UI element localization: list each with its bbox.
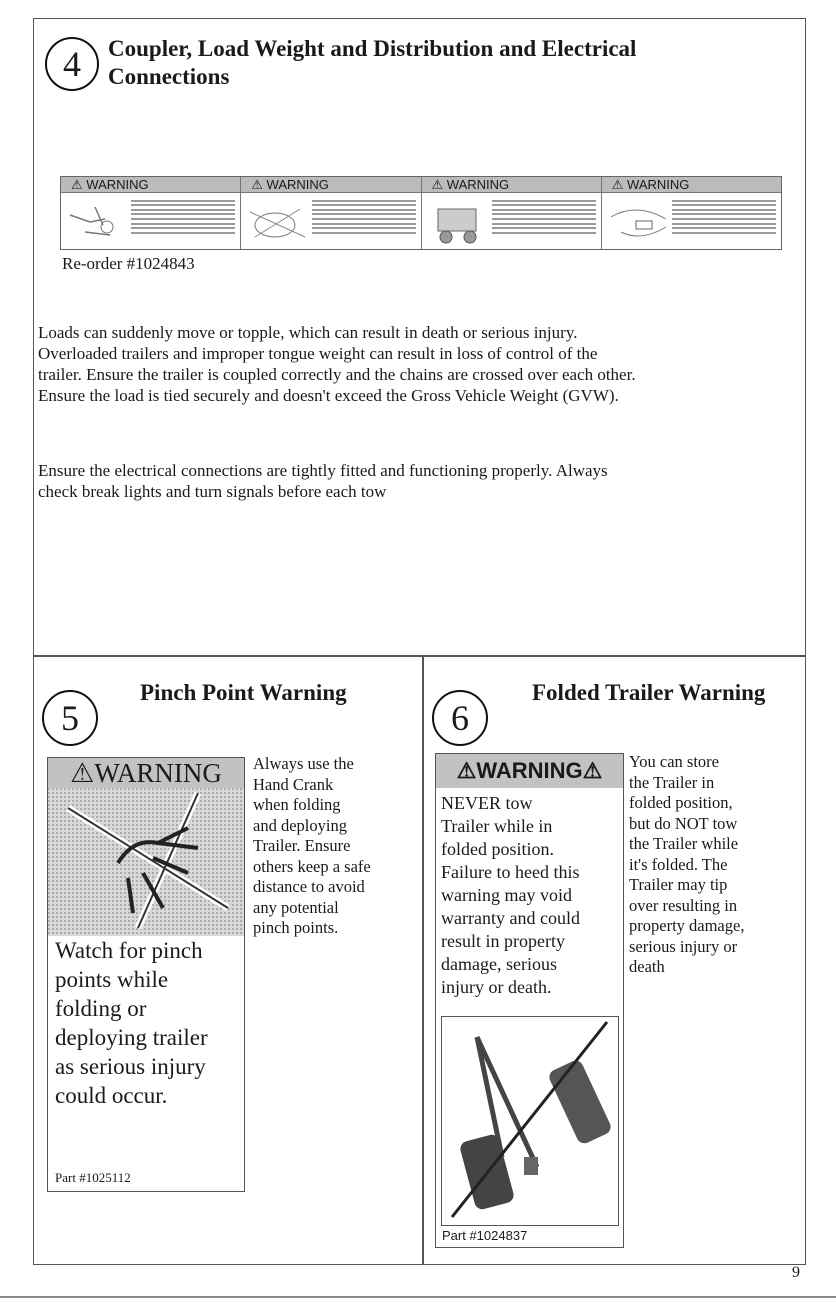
- para-line: Ensure the electrical connections are tightly fitted and functioning properly. Always: [38, 461, 608, 480]
- warning-decal-header: ⚠ WARNING: [61, 177, 240, 193]
- section-4-title-line-2: Connections: [108, 64, 230, 89]
- warning-decal-strip: [60, 176, 782, 250]
- warning-decal-header: ⚠ WARNING: [241, 177, 420, 193]
- section-4-title: [108, 35, 636, 91]
- pinch-decal-text: Watch for pinch points while folding or deploying trailer as serious injury could occur.: [55, 938, 208, 1108]
- para-line: check break lights and turn signals before each tow: [38, 482, 387, 501]
- warning-decal-header: ⚠ WARNING: [602, 177, 781, 193]
- para-line: trailer. Ensure the trailer is coupled correctly and the chains are crossed over each other.: [38, 365, 636, 384]
- section-6-number: 6: [432, 690, 488, 746]
- page-number: 9: [792, 1264, 800, 1281]
- warning-decal-1: [61, 177, 241, 249]
- electrical-plug-illustration-icon: [606, 197, 676, 247]
- warning-triangle-icon: ⚠: [70, 758, 95, 788]
- section-4-title-line-1: Coupler, Load Weight and Distribution and Electrical: [108, 36, 637, 61]
- no-tow-folded-trailer-icon: [441, 1016, 619, 1226]
- chains-illustration-icon: [245, 197, 315, 247]
- warning-triangle-icon: ⚠: [251, 177, 263, 192]
- warning-decal-4: [602, 177, 781, 249]
- folded-side-text: You can store the Trailer in folded position, but do NOT tow the Trailer while it's folded. The Trailer may tip over resulting in property damage, serious injury or death: [629, 752, 745, 976]
- para-line: Overloaded trailers and improper tongue weight can result in loss of control of the: [38, 344, 598, 363]
- pinch-side-text: Always use the Hand Crank when folding and deploying Trailer. Ensure others keep a safe distance to avoid any potential pinch points.: [253, 754, 371, 937]
- warning-decal-3: [422, 177, 602, 249]
- section-5-number: 5: [42, 690, 98, 746]
- loaded-trailer-illustration-icon: [426, 197, 496, 247]
- page-bottom-rule: [0, 1296, 836, 1298]
- warning-decal-2: [241, 177, 421, 249]
- pinch-point-decal: [47, 757, 245, 1192]
- para-line: Ensure the load is tied securely and doesn't exceed the Gross Vehicle Weight (GVW).: [38, 386, 619, 405]
- coupler-illustration-icon: [65, 197, 135, 247]
- section-5-title: Pinch Point Warning: [140, 680, 347, 705]
- pinch-decal-header: ⚠WARNING: [48, 758, 244, 788]
- para-line: Loads can suddenly move or topple, which can result in death or serious injury.: [38, 323, 578, 342]
- folded-trailer-decal: [435, 753, 624, 1248]
- section-4-number: 4: [45, 37, 99, 91]
- warning-triangle-icon: ⚠: [582, 758, 603, 783]
- pinch-part-number: Part #1025112: [55, 1170, 131, 1185]
- warning-triangle-icon: ⚠: [431, 177, 444, 192]
- folded-decal-header: ⚠WARNING⚠: [436, 754, 623, 788]
- warning-triangle-icon: ⚠: [71, 177, 83, 192]
- folded-part-number: Part #1024837: [442, 1228, 528, 1243]
- electrical-paragraph: [38, 460, 800, 502]
- warning-decal-header: ⚠ WARNING: [422, 177, 601, 193]
- section-6-title: Folded Trailer Warning: [532, 680, 766, 705]
- reorder-number: Re-order #1024843: [62, 254, 195, 273]
- load-warning-paragraph: [38, 322, 800, 406]
- folded-decal-text: NEVER tow Trailer while in folded position. Failure to heed this warning may void warranty and could result in property damage, serious injury or death.: [441, 793, 580, 997]
- warning-triangle-icon: ⚠: [611, 177, 624, 192]
- warning-triangle-icon: ⚠: [456, 758, 477, 783]
- pinch-hand-illustration-icon: [48, 788, 244, 936]
